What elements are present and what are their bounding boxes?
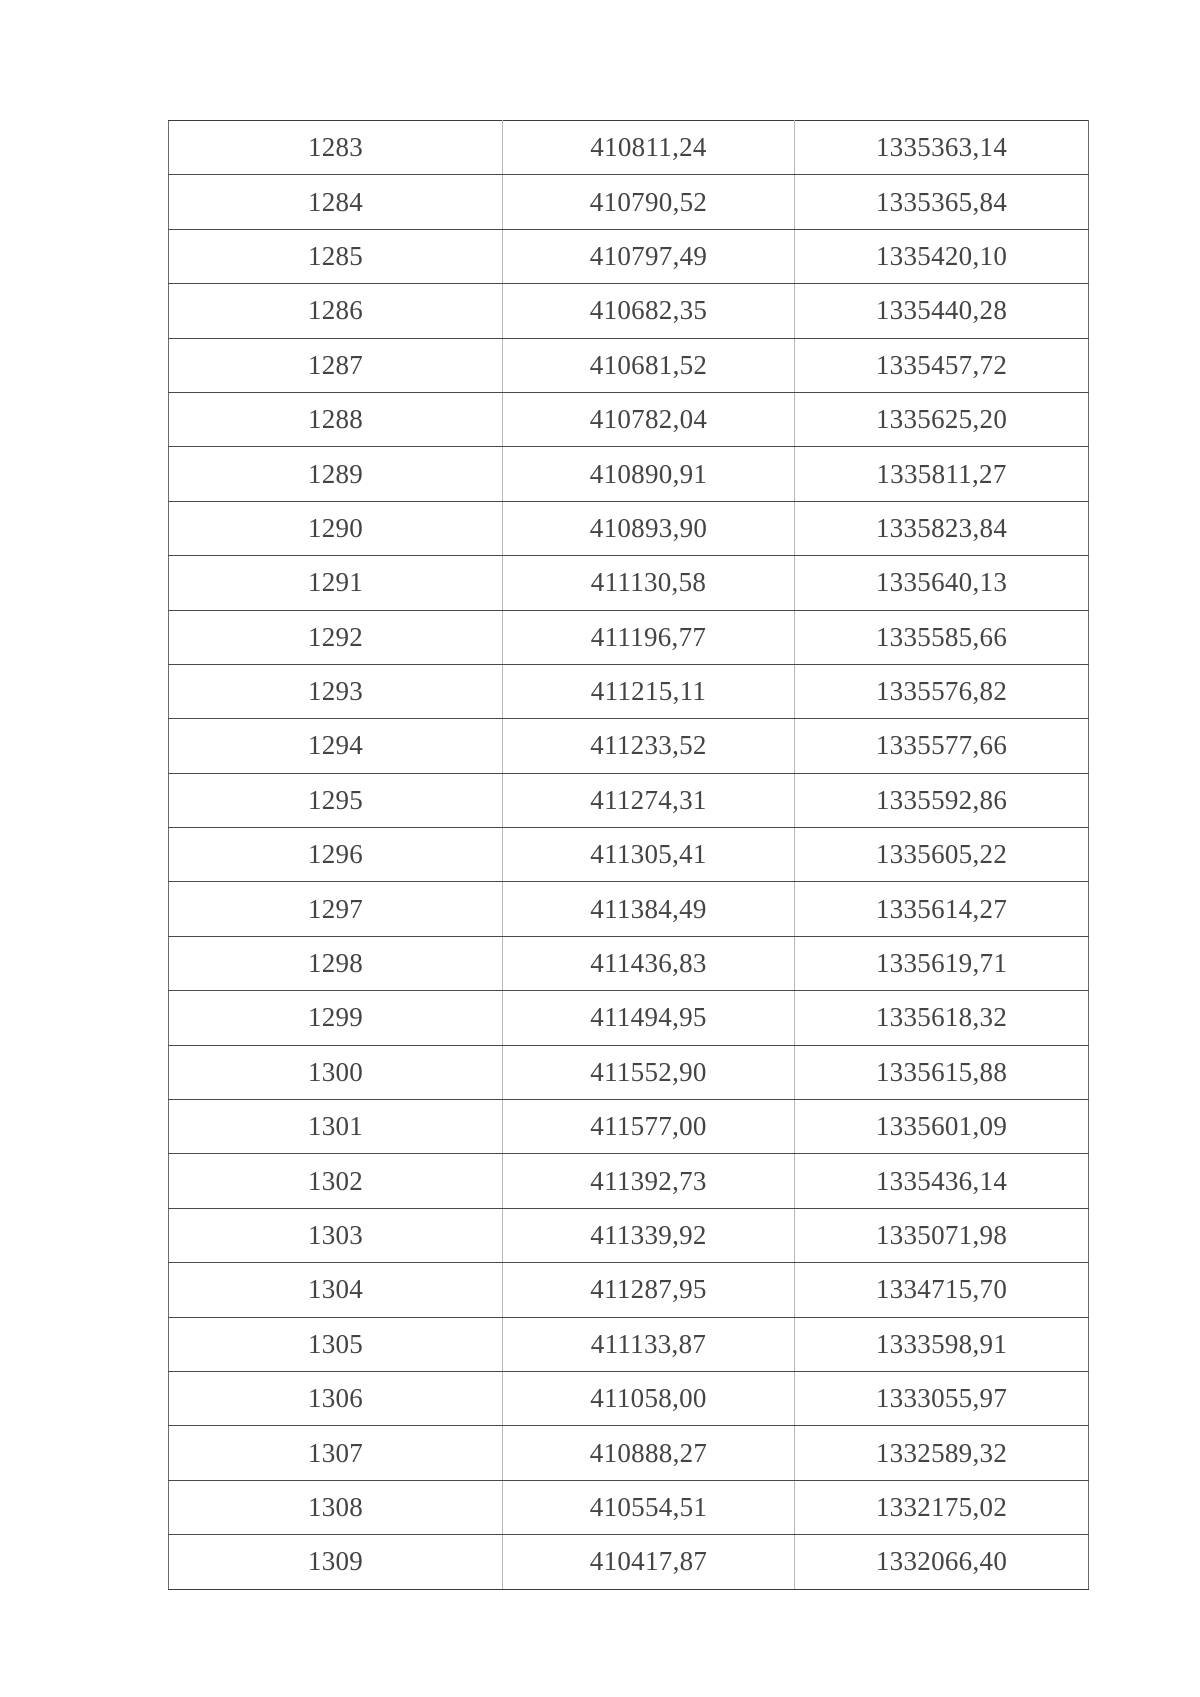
table-row: [169, 338, 1089, 392]
point-number-cell: 1302: [169, 1154, 503, 1208]
point-number-cell: 1283: [169, 121, 503, 175]
point-number-cell: 1297: [169, 882, 503, 936]
point-number-cell: 1301: [169, 1100, 503, 1154]
y-coordinate-cell: 1332175,02: [795, 1480, 1089, 1534]
y-coordinate-cell: 1334715,70: [795, 1263, 1089, 1317]
y-coordinate-cell: 1335618,32: [795, 991, 1089, 1045]
point-number-cell: 1291: [169, 556, 503, 610]
table-row: [169, 1426, 1089, 1480]
x-coordinate-cell: 410890,91: [503, 447, 795, 501]
y-coordinate-cell: 1335585,66: [795, 610, 1089, 664]
point-number-cell: 1288: [169, 392, 503, 446]
x-coordinate-cell: 410782,04: [503, 392, 795, 446]
y-coordinate-cell: 1335071,98: [795, 1208, 1089, 1262]
table-row: [169, 936, 1089, 990]
x-coordinate-cell: 411494,95: [503, 991, 795, 1045]
point-number-cell: 1289: [169, 447, 503, 501]
table-row: [169, 1045, 1089, 1099]
y-coordinate-cell: 1335605,22: [795, 828, 1089, 882]
y-coordinate-cell: 1335811,27: [795, 447, 1089, 501]
y-coordinate-cell: 1333598,91: [795, 1317, 1089, 1371]
x-coordinate-cell: 411196,77: [503, 610, 795, 664]
x-coordinate-cell: 411339,92: [503, 1208, 795, 1262]
point-number-cell: 1285: [169, 229, 503, 283]
point-number-cell: 1303: [169, 1208, 503, 1262]
y-coordinate-cell: 1335614,27: [795, 882, 1089, 936]
table-row: [169, 175, 1089, 229]
y-coordinate-cell: 1335615,88: [795, 1045, 1089, 1099]
x-coordinate-cell: 410893,90: [503, 501, 795, 555]
coordinates-table-body: [169, 121, 1089, 1590]
y-coordinate-cell: 1332066,40: [795, 1535, 1089, 1589]
x-coordinate-cell: 411577,00: [503, 1100, 795, 1154]
table-row: [169, 664, 1089, 718]
point-number-cell: 1305: [169, 1317, 503, 1371]
x-coordinate-cell: 410681,52: [503, 338, 795, 392]
x-coordinate-cell: 411233,52: [503, 719, 795, 773]
table-row: [169, 991, 1089, 1045]
x-coordinate-cell: 411384,49: [503, 882, 795, 936]
point-number-cell: 1287: [169, 338, 503, 392]
y-coordinate-cell: 1335601,09: [795, 1100, 1089, 1154]
point-number-cell: 1296: [169, 828, 503, 882]
table-row: [169, 882, 1089, 936]
y-coordinate-cell: 1335625,20: [795, 392, 1089, 446]
point-number-cell: 1294: [169, 719, 503, 773]
x-coordinate-cell: 410888,27: [503, 1426, 795, 1480]
y-coordinate-cell: 1335457,72: [795, 338, 1089, 392]
table-row: [169, 229, 1089, 283]
table-row: [169, 501, 1089, 555]
y-coordinate-cell: 1335823,84: [795, 501, 1089, 555]
coordinates-table: [168, 120, 1089, 1590]
table-row: [169, 556, 1089, 610]
table-row: [169, 1154, 1089, 1208]
x-coordinate-cell: 411436,83: [503, 936, 795, 990]
y-coordinate-cell: 1335363,14: [795, 121, 1089, 175]
x-coordinate-cell: 410554,51: [503, 1480, 795, 1534]
x-coordinate-cell: 411058,00: [503, 1371, 795, 1425]
x-coordinate-cell: 411287,95: [503, 1263, 795, 1317]
x-coordinate-cell: 411130,58: [503, 556, 795, 610]
x-coordinate-cell: 411274,31: [503, 773, 795, 827]
y-coordinate-cell: 1333055,97: [795, 1371, 1089, 1425]
point-number-cell: 1307: [169, 1426, 503, 1480]
table-row: [169, 1535, 1089, 1589]
point-number-cell: 1292: [169, 610, 503, 664]
point-number-cell: 1308: [169, 1480, 503, 1534]
x-coordinate-cell: 410811,24: [503, 121, 795, 175]
x-coordinate-cell: 410797,49: [503, 229, 795, 283]
point-number-cell: 1286: [169, 284, 503, 338]
point-number-cell: 1293: [169, 664, 503, 718]
point-number-cell: 1298: [169, 936, 503, 990]
table-row: [169, 1100, 1089, 1154]
x-coordinate-cell: 411305,41: [503, 828, 795, 882]
x-coordinate-cell: 411133,87: [503, 1317, 795, 1371]
y-coordinate-cell: 1335619,71: [795, 936, 1089, 990]
table-row: [169, 828, 1089, 882]
y-coordinate-cell: 1335365,84: [795, 175, 1089, 229]
table-row: [169, 1317, 1089, 1371]
y-coordinate-cell: 1332589,32: [795, 1426, 1089, 1480]
point-number-cell: 1284: [169, 175, 503, 229]
table-row: [169, 773, 1089, 827]
table-row: [169, 447, 1089, 501]
table-row: [169, 719, 1089, 773]
x-coordinate-cell: 410682,35: [503, 284, 795, 338]
x-coordinate-cell: 410790,52: [503, 175, 795, 229]
x-coordinate-cell: 411552,90: [503, 1045, 795, 1099]
point-number-cell: 1299: [169, 991, 503, 1045]
y-coordinate-cell: 1335577,66: [795, 719, 1089, 773]
table-row: [169, 1263, 1089, 1317]
table-row: [169, 284, 1089, 338]
point-number-cell: 1304: [169, 1263, 503, 1317]
y-coordinate-cell: 1335576,82: [795, 664, 1089, 718]
point-number-cell: 1295: [169, 773, 503, 827]
x-coordinate-cell: 410417,87: [503, 1535, 795, 1589]
x-coordinate-cell: 411392,73: [503, 1154, 795, 1208]
table-row: [169, 121, 1089, 175]
y-coordinate-cell: 1335436,14: [795, 1154, 1089, 1208]
table-row: [169, 610, 1089, 664]
y-coordinate-cell: 1335640,13: [795, 556, 1089, 610]
y-coordinate-cell: 1335592,86: [795, 773, 1089, 827]
table-row: [169, 1208, 1089, 1262]
table-row: [169, 1371, 1089, 1425]
x-coordinate-cell: 411215,11: [503, 664, 795, 718]
y-coordinate-cell: 1335420,10: [795, 229, 1089, 283]
table-row: [169, 1480, 1089, 1534]
table-row: [169, 392, 1089, 446]
point-number-cell: 1309: [169, 1535, 503, 1589]
point-number-cell: 1290: [169, 501, 503, 555]
y-coordinate-cell: 1335440,28: [795, 284, 1089, 338]
point-number-cell: 1300: [169, 1045, 503, 1099]
point-number-cell: 1306: [169, 1371, 503, 1425]
